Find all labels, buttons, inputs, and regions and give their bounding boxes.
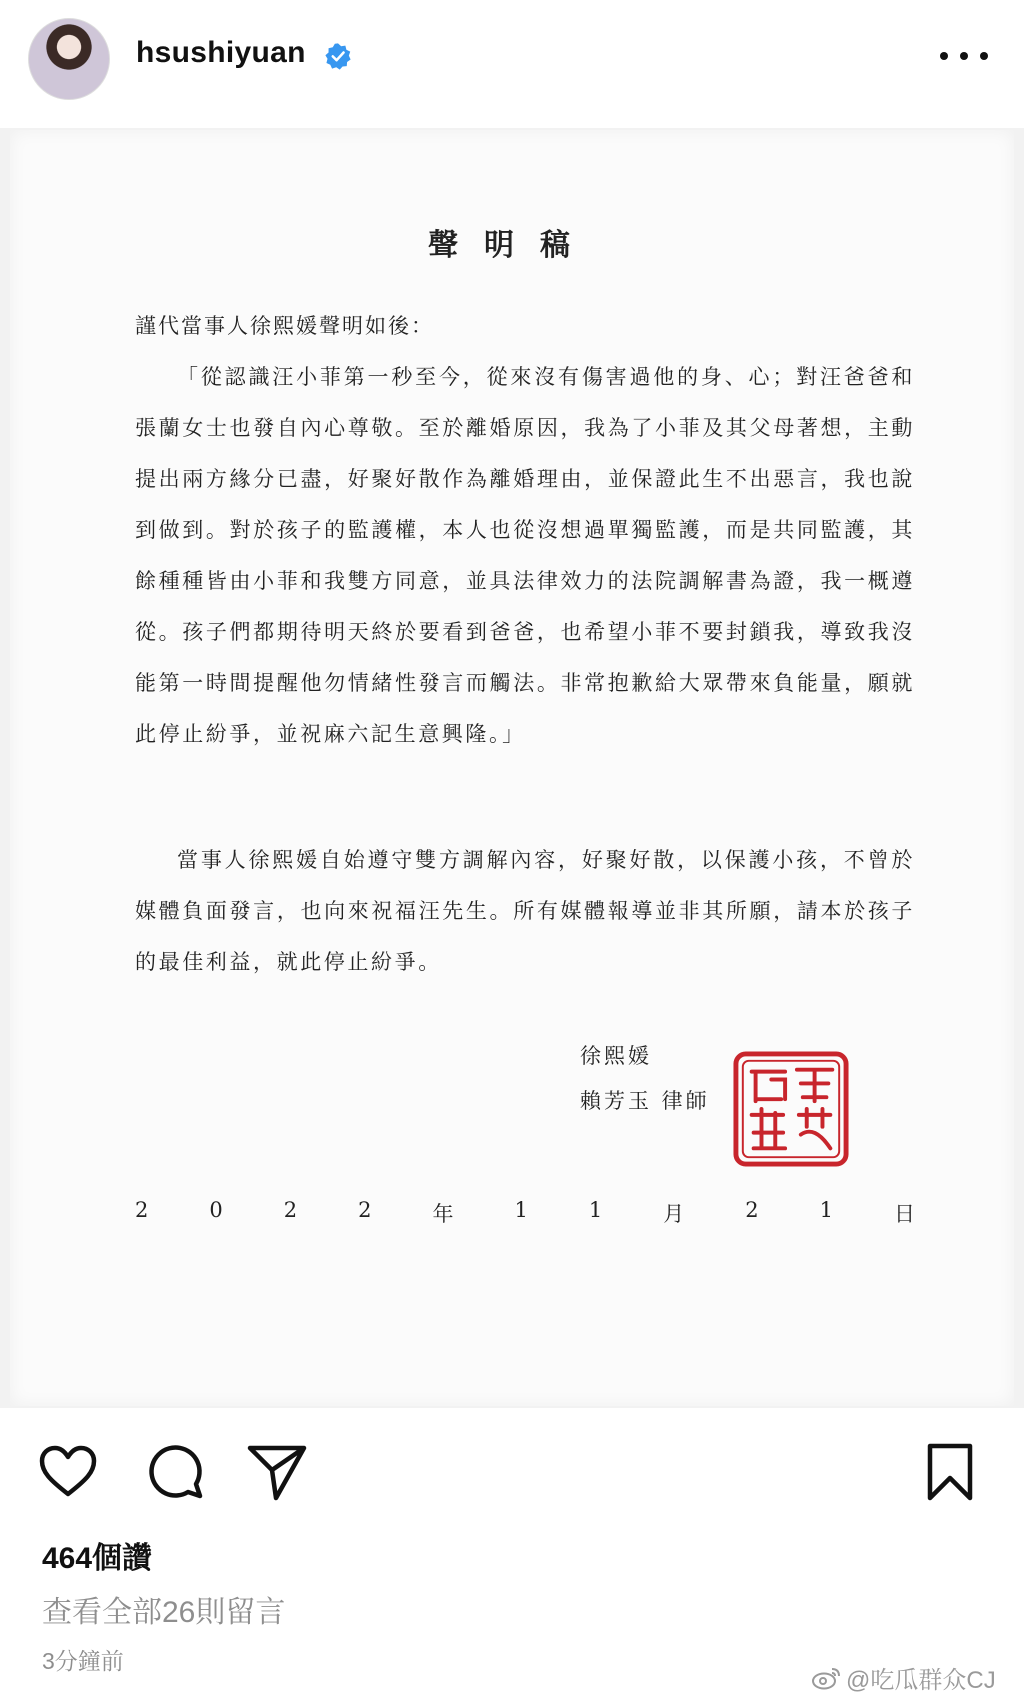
document-paragraph-2: 當事人徐熙媛自始遵守雙方調解內容，好聚好散，以保護小孩，不曾於媒體負面發言，也向來祝福汪先生。所有媒體報導並非其所願，請本於孩子的最佳利益，就此停止紛爭。 xyxy=(135,848,915,974)
document-title: 聲明稿 xyxy=(428,228,596,263)
signer-name: 徐熙媛 xyxy=(580,1044,652,1068)
weibo-icon xyxy=(812,1666,842,1690)
heart-icon[interactable] xyxy=(36,1440,100,1504)
post-header xyxy=(0,0,1024,120)
comment-icon[interactable] xyxy=(142,1440,206,1504)
document-intro: 謹代當事人徐熙媛聲明如後： xyxy=(135,314,434,338)
document-paragraph-1: 「從認識汪小菲第一秒至今，從來沒有傷害過他的身、心；對汪爸爸和張蘭女士也發自內心尊敬。至於離婚原因，我為了小菲及其父母著想，主動提出兩方緣分已盡，好聚好散作為離婚理由，並保證此生不出惡言，我也說到做到。對於孩子的監護權，本人也從沒想過單獨監護，而是共同監護，其餘種種皆由小菲和我雙方同意，並具法律效力的法院調解書為證，我一概遵從。孩子們都期待明天終於要看到爸爸，也希望小菲不要封鎖我，導致我沒能第一時間提醒他勿情緒性發言而觸法。非常抱歉給大眾帶來負能量，願就此停止紛爭，並祝麻六記生意興隆。」 xyxy=(135,365,915,746)
more-options-icon[interactable] xyxy=(940,44,988,68)
watermark-text: @吃瓜群众CJ xyxy=(846,1667,996,1694)
post-timestamp: 3分鐘前 xyxy=(42,1648,124,1674)
paper-plane-icon[interactable] xyxy=(246,1440,310,1504)
statement-document xyxy=(10,130,1014,1406)
document-date: 2 0 2 2 年 1 1 月 2 1 日 xyxy=(135,1198,915,1226)
watermark xyxy=(812,1660,996,1695)
avatar[interactable] xyxy=(28,18,110,100)
verified-badge-icon xyxy=(324,42,352,70)
lawyer-seal-icon xyxy=(732,1050,850,1168)
username-link[interactable]: hsushiyuan xyxy=(136,36,306,69)
action-bar xyxy=(0,1440,1024,1510)
post-image[interactable] xyxy=(0,128,1024,1408)
like-count[interactable]: 464個讚 xyxy=(42,1542,153,1575)
view-comments-link[interactable]: 查看全部26則留言 xyxy=(42,1596,286,1629)
lawyer-name: 賴芳玉 律師 xyxy=(580,1089,710,1113)
bookmark-icon[interactable] xyxy=(918,1440,982,1504)
